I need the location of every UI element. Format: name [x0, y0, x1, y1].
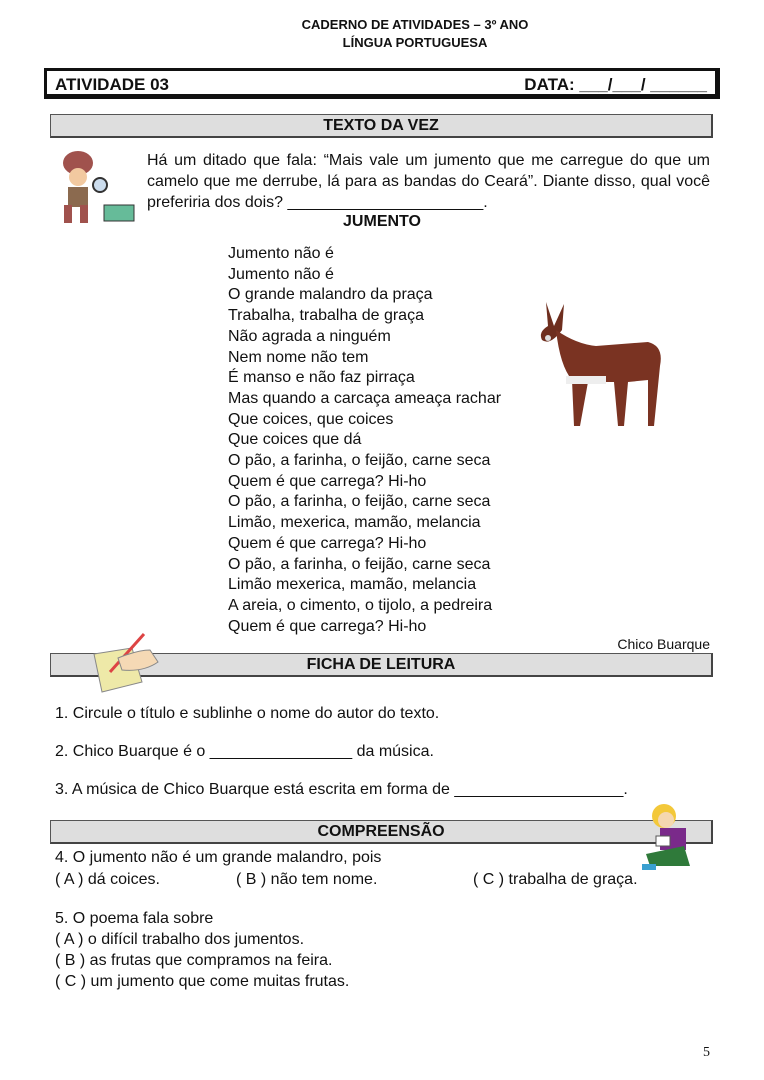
- poem-line: Quem é que carrega? Hi-ho: [228, 534, 427, 552]
- question-2: 2. Chico Buarque é o ________________ da música.: [55, 743, 434, 760]
- q5-option-a: ( A ) o difícil trabalho dos jumentos.: [55, 931, 305, 948]
- poem-line: O pão, a farinha, o feijão, carne seca: [228, 555, 491, 573]
- poem-line: Jumento não é: [228, 245, 334, 262]
- poem-line: Não agrada a ninguém: [228, 327, 391, 345]
- q4-option-a: ( A ) dá coices.: [55, 871, 160, 888]
- question-3: 3. A música de Chico Buarque está escrita em forma de ___________________.: [55, 781, 628, 798]
- writing-hand-icon: [88, 632, 168, 694]
- poem-line: A areia, o cimento, o tijolo, a pedreira: [228, 596, 493, 614]
- poem-title: JUMENTO: [343, 213, 421, 230]
- poem-line: Mas quando a carcaça ameaça rachar: [228, 389, 502, 407]
- poem-line: O pão, a farinha, o feijão, carne seca: [228, 493, 491, 511]
- poem-line: Limão mexerica, mamão, melancia: [228, 576, 477, 594]
- poem-line: Limão, mexerica, mamão, melancia: [228, 514, 481, 532]
- q5-option-b: ( B ) as frutas que compramos na feira.: [55, 952, 333, 969]
- notebook-title: CADERNO DE ATIVIDADES – 3º ANO: [301, 17, 529, 32]
- subject-title: LÍNGUA PORTUGUESA: [342, 35, 488, 50]
- reading-boy-icon: [640, 800, 702, 872]
- poem-body: [228, 244, 501, 637]
- poem-line: Nem nome não tem: [228, 348, 369, 366]
- question-4: 4. O jumento não é um grande malandro, pois: [55, 849, 382, 866]
- question-1: 1. Circule o título e sublinhe o nome do autor do texto.: [55, 705, 440, 722]
- activity-box: [44, 68, 720, 99]
- page-number: 5: [703, 1045, 710, 1060]
- donkey-illustration-icon: [536, 296, 668, 434]
- q4-option-c: ( C ) trabalha de graça.: [473, 871, 638, 888]
- poem-line: O grande malandro da praça: [228, 286, 433, 304]
- section-compreensao: COMPREENSÃO: [50, 820, 713, 844]
- poem-line: Que coices que dá: [228, 431, 362, 449]
- question-5: 5. O poema fala sobre: [55, 910, 214, 927]
- date-field: DATA: ___/___/ ______: [524, 75, 707, 94]
- poem-line: Trabalha, trabalha de graça: [228, 307, 424, 325]
- poem-line: Que coices, que coices: [228, 410, 394, 428]
- poem-line: Jumento não é: [228, 265, 334, 283]
- activity-title: ATIVIDADE 03: [55, 75, 169, 94]
- section-ficha-de-leitura: FICHA DE LEITURA: [50, 653, 713, 677]
- poem-line: O pão, a farinha, o feijão, carne seca: [228, 452, 491, 470]
- q5-option-c: ( C ) um jumento que come muitas frutas.: [55, 973, 350, 990]
- poem-line: Quem é que carrega? Hi-ho: [228, 617, 427, 635]
- q4-option-b: ( B ) não tem nome.: [236, 871, 378, 888]
- poem-line: É manso e não faz pirraça: [228, 369, 415, 387]
- poem-line: Quem é que carrega? Hi-ho: [228, 472, 427, 490]
- poem-author: Chico Buarque: [617, 636, 710, 652]
- section-texto-da-vez: TEXTO DA VEZ: [50, 114, 713, 138]
- intro-paragraph: Há um ditado que fala: “Mais vale um jumento que me carregue do que um camelo que me derrube, lá para as bandas do Ceará”. Diante disso, qual você preferiria dos dois? ______________________.: [147, 152, 710, 211]
